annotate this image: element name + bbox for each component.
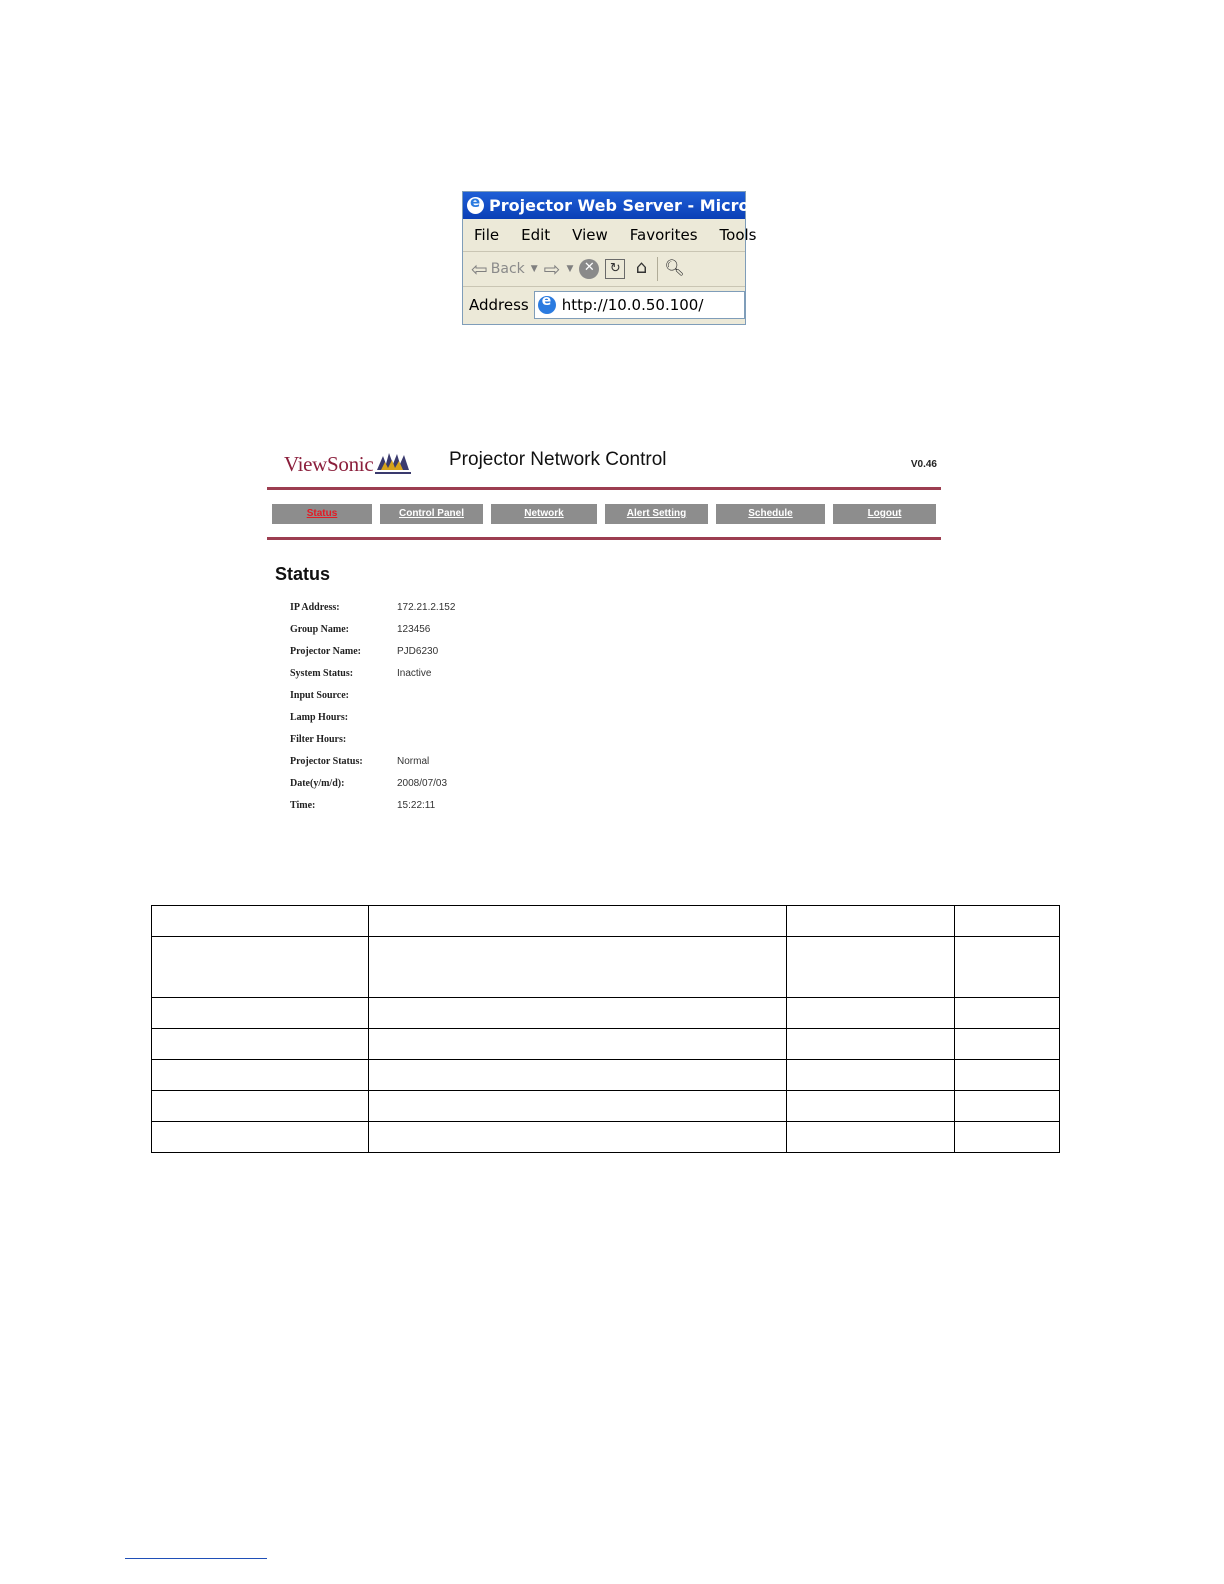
internet-explorer-icon	[467, 197, 484, 214]
menu-edit[interactable]: Edit	[521, 226, 551, 244]
brand-logo: ViewSonic	[284, 452, 374, 476]
table-cell	[369, 906, 787, 937]
menu-favorites[interactable]: Favorites	[629, 226, 698, 244]
table-cell	[787, 1122, 955, 1153]
forward-dropdown-icon[interactable]: ▼	[566, 264, 574, 274]
field-value: 2008/07/03	[397, 778, 448, 789]
table-cell	[152, 998, 369, 1029]
viewsonic-birds-icon	[375, 450, 411, 476]
menu-view[interactable]: View	[572, 226, 608, 244]
table-cell	[152, 906, 369, 937]
field-value: 15:22:11	[397, 800, 436, 811]
stop-icon[interactable]: ✕	[579, 259, 599, 279]
table-cell	[369, 1122, 787, 1153]
address-input[interactable]	[534, 291, 745, 319]
table-cell	[152, 1060, 369, 1091]
back-arrow-icon: ⇦	[471, 257, 488, 281]
nav-status[interactable]: Status	[272, 504, 372, 524]
address-url: http://10.0.50.100/	[561, 296, 704, 314]
table-cell	[787, 998, 955, 1029]
table-cell	[369, 937, 787, 998]
field-value: PJD6230	[397, 646, 439, 657]
toolbar-separator	[657, 257, 658, 281]
back-label: Back	[490, 261, 525, 277]
table-row	[152, 1029, 1060, 1060]
table-row	[152, 998, 1060, 1029]
field-label: Date(y/m/d):	[290, 778, 345, 789]
table-cell	[369, 1060, 787, 1091]
table-row	[152, 937, 1060, 998]
table-cell	[955, 937, 1060, 998]
field-label: Projector Status:	[290, 756, 363, 767]
table-cell	[955, 1122, 1060, 1153]
field-value: 123456	[397, 624, 431, 635]
search-icon[interactable]: 🔍︎	[664, 258, 685, 277]
field-label: IP Address:	[290, 602, 340, 613]
nav-bar	[272, 504, 941, 525]
browser-title: Projector Web Server - Microsoft	[489, 196, 785, 215]
menu-file[interactable]: File	[474, 226, 500, 244]
table-cell	[955, 1060, 1060, 1091]
page-title: Projector Network Control	[449, 449, 667, 470]
page-icon	[538, 296, 556, 314]
field-label: Lamp Hours:	[290, 712, 349, 723]
back-dropdown-icon[interactable]: ▼	[530, 264, 538, 274]
menu-tools[interactable]: Tools	[719, 226, 757, 244]
table-cell	[152, 1091, 369, 1122]
table-cell	[955, 998, 1060, 1029]
table-cell	[369, 1029, 787, 1060]
refresh-icon[interactable]: ↻	[605, 259, 625, 279]
table-cell	[787, 906, 955, 937]
table-row	[152, 1060, 1060, 1091]
browser-menu-bar	[463, 219, 757, 252]
home-icon[interactable]: ⌂	[635, 257, 648, 278]
nav-logout[interactable]: Logout	[833, 504, 936, 524]
table-cell	[152, 1122, 369, 1153]
footnote-divider	[125, 1558, 267, 1559]
table-cell	[369, 998, 787, 1029]
address-bar	[463, 287, 745, 323]
table-cell	[787, 1060, 955, 1091]
address-label: Address	[469, 296, 529, 314]
browser-window	[462, 191, 785, 325]
table-cell	[955, 906, 1060, 937]
table-cell	[955, 1029, 1060, 1060]
nav-alert-setting[interactable]: Alert Setting	[605, 504, 708, 524]
field-value: Inactive	[397, 668, 432, 679]
table-row	[152, 1091, 1060, 1122]
table-row	[152, 1122, 1060, 1153]
table-cell	[152, 937, 369, 998]
field-label: Input Source:	[290, 690, 349, 701]
table-cell	[955, 1091, 1060, 1122]
field-value: 172.21.2.152	[397, 602, 456, 613]
field-label: Filter Hours:	[290, 734, 347, 745]
browser-toolbar	[463, 252, 745, 287]
empty-table	[151, 905, 1060, 1153]
forward-arrow-icon[interactable]: ⇨	[543, 257, 561, 281]
nav-control-panel[interactable]: Control Panel	[380, 504, 483, 524]
field-label: Time:	[290, 800, 316, 811]
header-divider	[267, 487, 941, 490]
table-row	[152, 906, 1060, 937]
table-cell	[152, 1029, 369, 1060]
nav-network[interactable]: Network	[491, 504, 597, 524]
nav-divider	[267, 537, 941, 540]
field-label: Projector Name:	[290, 646, 361, 657]
status-heading: Status	[275, 564, 331, 584]
table-cell	[787, 1029, 955, 1060]
version-label: V0.46	[910, 459, 937, 470]
projector-web-page	[267, 440, 941, 830]
table-cell	[369, 1091, 787, 1122]
field-value: Normal	[397, 756, 430, 767]
browser-title-bar	[463, 192, 785, 219]
back-button[interactable]	[471, 257, 525, 281]
nav-schedule[interactable]: Schedule	[716, 504, 825, 524]
field-label: System Status:	[290, 668, 354, 679]
table-cell	[787, 1091, 955, 1122]
table-cell	[787, 937, 955, 998]
field-label: Group Name:	[290, 624, 349, 635]
